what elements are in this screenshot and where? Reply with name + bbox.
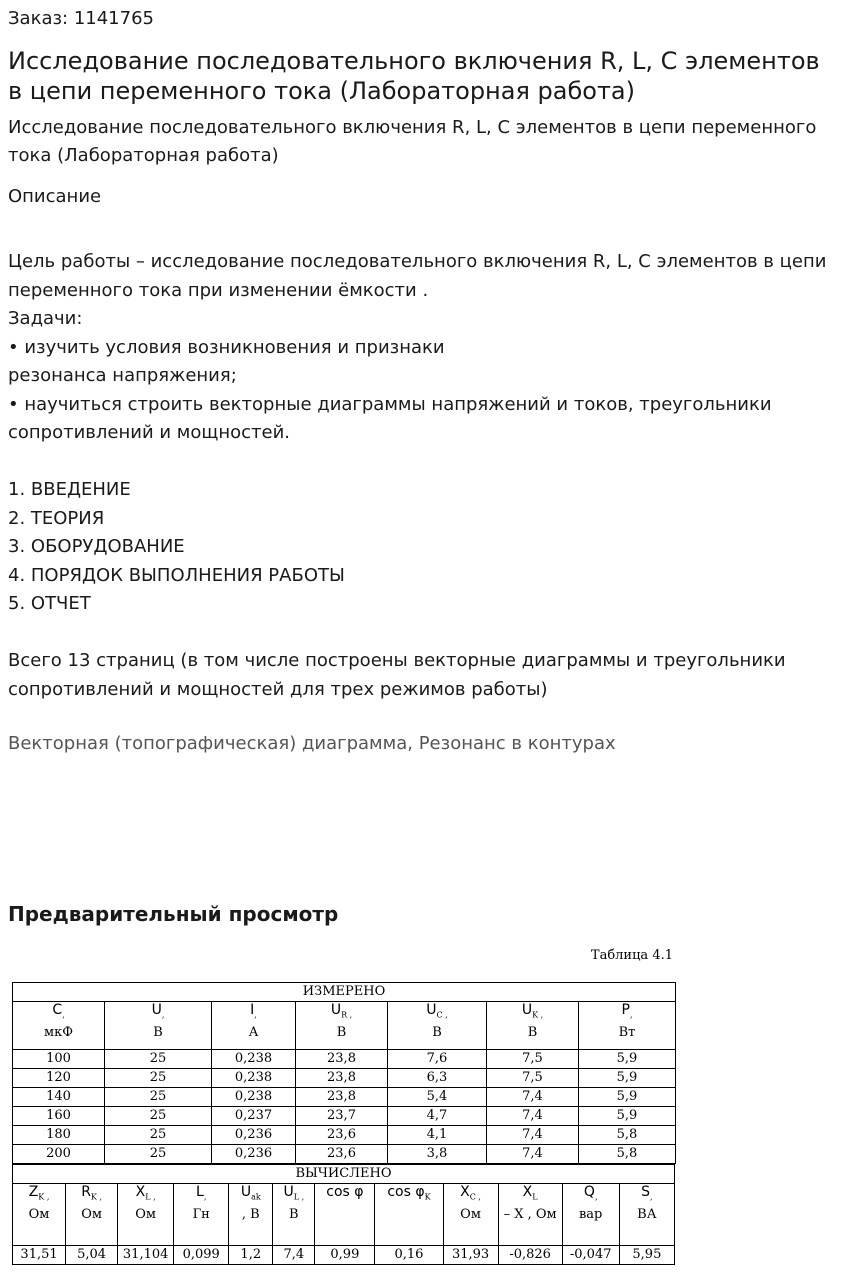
table-cell: 160 (13, 1107, 105, 1126)
table-cell: 5,8 (579, 1126, 676, 1145)
table-cell: 25 (105, 1088, 212, 1107)
column-header (487, 1002, 579, 1050)
table-cell: 7,4 (487, 1088, 579, 1107)
header-unit: Ом (28, 1206, 50, 1222)
table-cell: 25 (105, 1145, 212, 1164)
header-subscript: , (594, 1192, 598, 1202)
table-cell: 0,099 (174, 1246, 229, 1265)
table-cell: 23,7 (296, 1107, 388, 1126)
header-subscript: K , (532, 1010, 544, 1020)
table-cell: 4,7 (388, 1107, 487, 1126)
total-pages-text: Всего 13 страниц (в том числе построены векторные диаграммы и треугольники сопротивлений и мощностей для трех режимов работы) (8, 650, 786, 700)
column-header (562, 1184, 619, 1246)
computed-table (12, 1164, 675, 1265)
measured-label: ИЗМЕРЕНО (13, 983, 676, 1002)
table-cell: 120 (13, 1069, 105, 1088)
table-cell: 0,237 (212, 1107, 296, 1126)
tasks-label: Задачи: (8, 308, 83, 329)
header-subscript: C , (436, 1010, 448, 1020)
header-symbol: X (135, 1184, 146, 1200)
goal-text: Цель работы – исследование последовательного включения R, L, C элементов в цепи переменного тока при изменении ёмкости . (8, 251, 827, 301)
table-cell: 7,4 (487, 1126, 579, 1145)
header-unit: Ом (81, 1206, 102, 1222)
table-cell: -0,826 (498, 1246, 562, 1265)
table-cell: 0,238 (212, 1088, 296, 1107)
table-row (13, 1050, 676, 1069)
header-unit: Ом (460, 1206, 481, 1222)
table-cell: 0,236 (212, 1126, 296, 1145)
page-subtitle: Исследование последовательного включения R, L, C элементов в цепи переменного тока (Лабораторная работа) (8, 117, 817, 166)
table-cell: 23,8 (296, 1050, 388, 1069)
toc-item: 5. ОТЧЕТ (8, 593, 91, 614)
column-header (174, 1184, 229, 1246)
table-row (13, 1126, 676, 1145)
table-cell: 5,9 (579, 1069, 676, 1088)
table-cell: 5,8 (579, 1145, 676, 1164)
tag-link[interactable]: Векторная (топографическая) диаграмма (8, 733, 408, 754)
column-header (118, 1184, 174, 1246)
task-item: • научиться строить векторные диаграммы напряжений и токов, треугольники сопротивлений и мощностей. (8, 393, 772, 443)
tag-separator: , (407, 733, 413, 754)
table-cell: 7,5 (487, 1050, 579, 1069)
table-cell: 200 (13, 1145, 105, 1164)
header-unit: ВА (637, 1206, 657, 1222)
table-cell: 6,3 (388, 1069, 487, 1088)
header-unit: В (289, 1206, 299, 1222)
column-header (229, 1184, 273, 1246)
column-header (619, 1184, 674, 1246)
header-subscript: K , (90, 1192, 102, 1202)
column-header (375, 1184, 443, 1246)
table-row (13, 1246, 675, 1265)
table-cell: 7,4 (487, 1145, 579, 1164)
header-symbol: U (151, 1002, 162, 1018)
table-cell: 3,8 (388, 1145, 487, 1164)
table-cell: 5,9 (579, 1050, 676, 1069)
header-subscript: C , (469, 1192, 481, 1202)
table-cell: 5,95 (619, 1246, 674, 1265)
header-subscript: ak (251, 1192, 261, 1202)
header-subscript: , (161, 1010, 165, 1020)
header-symbol: U (521, 1002, 533, 1018)
header-unit: В (432, 1024, 442, 1040)
header-subscript: L , (145, 1192, 156, 1202)
header-subscript: , (62, 1010, 65, 1020)
header-symbol: X (460, 1184, 470, 1200)
header-symbol: S (641, 1184, 651, 1200)
tag-link[interactable]: Резонанс в контурах (418, 733, 616, 754)
header-symbol: Z (28, 1184, 39, 1200)
table-cell: 5,9 (579, 1107, 676, 1126)
table-cell: 4,1 (388, 1126, 487, 1145)
preview-image (10, 948, 675, 1265)
header-symbol: U (240, 1184, 252, 1200)
header-subscript: L (532, 1192, 538, 1202)
column-header (273, 1184, 315, 1246)
header-symbol: cos φ (326, 1184, 364, 1200)
header-symbol: L (196, 1184, 204, 1200)
tag-list (8, 733, 616, 754)
header-symbol: U (330, 1002, 342, 1018)
toc-item: 3. ОБОРУДОВАНИЕ (8, 536, 185, 557)
table-cell: -0,047 (562, 1246, 619, 1265)
header-symbol: P (621, 1002, 630, 1018)
header-symbol: U (283, 1184, 294, 1200)
table-cell: 0,99 (315, 1246, 375, 1265)
table-cell: 23,8 (296, 1088, 388, 1107)
header-symbol: X (522, 1184, 533, 1200)
header-subscript: L , (293, 1192, 305, 1202)
header-unit: В (527, 1024, 538, 1040)
table-cell: 7,4 (273, 1246, 315, 1265)
header-unit: Вт (618, 1024, 636, 1040)
column-header (13, 1002, 105, 1050)
header-unit: вар (578, 1206, 603, 1222)
table-cell: 23,6 (296, 1145, 388, 1164)
table-cell: 5,4 (388, 1088, 487, 1107)
header-subscript: , (203, 1192, 207, 1202)
header-unit: А (248, 1024, 259, 1040)
table-cell: 0,238 (212, 1069, 296, 1088)
header-subscript: R , (341, 1010, 353, 1020)
page-title: Исследование последовательного включения R, L, C элементов в цепи переменного тока (Лабораторная работа) (8, 47, 820, 105)
toc-item: 2. ТЕОРИЯ (8, 507, 105, 529)
table-cell: 23,8 (296, 1069, 388, 1088)
column-header (13, 1184, 66, 1246)
header-subscript: , (254, 1010, 257, 1020)
table-cell: 0,16 (375, 1246, 443, 1265)
table-cell: 25 (105, 1069, 212, 1088)
header-unit: , В (241, 1206, 260, 1222)
table-row (13, 1145, 676, 1164)
table-cell: 140 (13, 1088, 105, 1107)
header-symbol: R (81, 1184, 91, 1200)
header-unit: мкФ (43, 1024, 74, 1040)
table-cell: 25 (105, 1126, 212, 1145)
column-header (443, 1184, 498, 1246)
preview-heading: Предварительный просмотр (8, 902, 339, 926)
header-symbol: U (426, 1002, 437, 1018)
table-cell: 0,238 (212, 1050, 296, 1069)
header-unit: В (153, 1024, 163, 1040)
table-row (13, 1088, 676, 1107)
table-cell: 0,236 (212, 1145, 296, 1164)
table-cell: 7,6 (388, 1050, 487, 1069)
table-cell: 1,2 (229, 1246, 273, 1265)
header-symbol: I (250, 1002, 255, 1018)
task-item-continued: резонанса напряжения; (8, 365, 237, 386)
header-subscript: , (629, 1010, 633, 1020)
toc-item: 4. ПОРЯДОК ВЫПОЛНЕНИЯ РАБОТЫ (8, 564, 345, 586)
table-cell: 7,5 (487, 1069, 579, 1088)
computed-label: ВЫЧИСЛЕНО (13, 1165, 675, 1184)
column-header (315, 1184, 375, 1246)
header-unit: – X , Ом (503, 1206, 557, 1222)
table-cell: 7,4 (487, 1107, 579, 1126)
table-cell: 31,104 (118, 1246, 174, 1265)
header-subscript: K (424, 1192, 431, 1202)
header-unit: Гн (192, 1206, 210, 1222)
column-header (212, 1002, 296, 1050)
header-symbol: C (52, 1002, 63, 1018)
column-header (296, 1002, 388, 1050)
table-cell: 100 (13, 1050, 105, 1069)
header-unit: В (336, 1024, 347, 1040)
header-symbol: cos φ (387, 1184, 425, 1200)
order-number: Заказ: 1141765 (8, 8, 154, 29)
table-cell: 23,6 (296, 1126, 388, 1145)
table-cell: 31,93 (443, 1246, 498, 1265)
column-header (388, 1002, 487, 1050)
column-header (498, 1184, 562, 1246)
table-cell: 25 (105, 1050, 212, 1069)
header-symbol: Q (583, 1184, 595, 1200)
header-subscript: K , (38, 1192, 50, 1202)
table-row (13, 1107, 676, 1126)
column-header (579, 1002, 676, 1050)
table-row (13, 1069, 676, 1088)
header-unit: Ом (135, 1206, 157, 1222)
description-body (8, 248, 840, 704)
column-header (66, 1184, 118, 1246)
table-cell: 31,51 (13, 1246, 66, 1265)
table-cell: 5,9 (579, 1088, 676, 1107)
description-heading: Описание (8, 186, 102, 207)
toc-item: 1. ВВЕДЕНИЕ (8, 479, 131, 500)
table-caption: Таблица 4.1 (590, 948, 673, 963)
table-cell: 25 (105, 1107, 212, 1126)
measured-table (12, 982, 676, 1164)
task-item: • изучить условия возникновения и признаки (8, 336, 445, 358)
table-cell: 5,04 (66, 1246, 118, 1265)
header-subscript: , (650, 1192, 653, 1202)
table-cell: 180 (13, 1126, 105, 1145)
column-header (105, 1002, 212, 1050)
